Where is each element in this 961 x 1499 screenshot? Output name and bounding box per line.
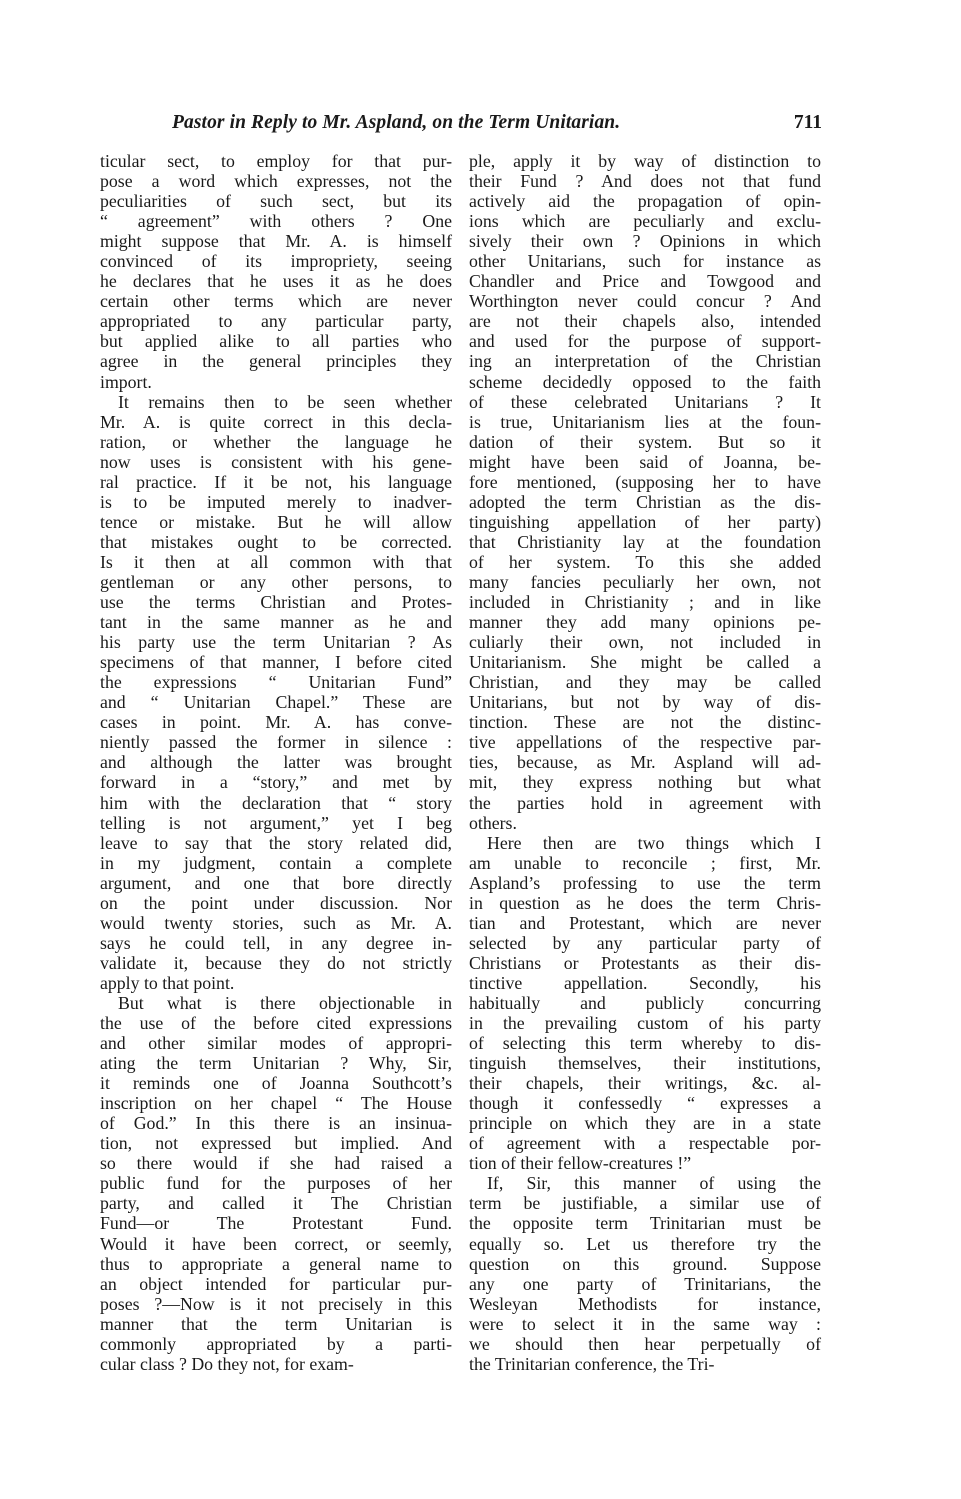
text-line: Is it then at all common with that — [100, 551, 452, 572]
paragraph — [100, 392, 452, 993]
text-line: cases in point. Mr. A. has conve- — [100, 712, 452, 733]
text-line: certain other terms which are never — [100, 291, 452, 312]
text-line: Here then are two things which I — [487, 832, 821, 853]
text-line: equally so. Let us therefore try the — [469, 1233, 821, 1254]
text-line: manner that the term Unitarian is — [100, 1313, 452, 1334]
text-line: selected by any particular party of — [469, 932, 821, 953]
text-line: appropriated to any particular party, — [100, 311, 452, 332]
text-line: Aspland’s professing to use the term — [469, 872, 821, 893]
text-line: peculiarities of such sect, but its — [100, 191, 452, 212]
text-line: ions which are peculiarly and exclu- — [469, 211, 821, 232]
text-line: mit, they express nothing but what — [469, 772, 821, 793]
text-line: “ agreement” with others ? One — [100, 211, 452, 232]
text-line: tion of their fellow-creatures !” — [469, 1153, 692, 1174]
text-line: ple, apply it by way of distinction to — [469, 151, 821, 171]
text-line: poses ?—Now is it not precisely in this — [100, 1293, 452, 1314]
text-line: scheme decidedly opposed to the faith — [469, 371, 821, 392]
text-line: use the terms Christian and Protes- — [100, 592, 452, 613]
text-line: Fund—or The Protestant Fund. — [100, 1213, 452, 1234]
text-line: party, and called it The Christian — [100, 1193, 452, 1214]
text-line: is to be imputed merely to inadver- — [100, 491, 452, 512]
text-line: the opposite term Trinitarian must be — [469, 1213, 821, 1234]
text-line: leave to say that the story related did, — [100, 832, 452, 853]
text-line: of her system. To this she added — [469, 551, 821, 572]
text-line: forward in a “story,” and met by — [100, 772, 452, 793]
text-line: on the point under discussion. Nor — [100, 892, 452, 913]
text-line: apply to that point. — [100, 972, 235, 993]
text-line: culiarly their own, not included in — [469, 632, 821, 653]
text-line: tive appellations of the respective par- — [469, 732, 821, 753]
text-line: telling is not argument,” yet I beg — [100, 812, 452, 833]
text-line: the use of the before cited expressions — [100, 1013, 452, 1034]
text-line: thus to appropriate a general name to — [100, 1253, 452, 1274]
text-line: many fancies peculiarly her own, not — [469, 571, 821, 592]
text-line: Chandler and Price and Towgood and — [469, 271, 821, 292]
text-line: convinced of its impropriety, seeing — [100, 251, 452, 272]
text-line: commonly appropriated by a parti- — [100, 1333, 452, 1354]
text-line: in question as he does the term Chris- — [469, 892, 821, 913]
text-line: says he could tell, in any degree in- — [100, 932, 452, 953]
text-line: is true, Unitarianism lies at the foun- — [469, 411, 821, 432]
text-line: but applied alike to all parties who — [100, 331, 452, 352]
text-line: tence or mistake. But he will allow — [100, 511, 452, 532]
text-line: specimens of that manner, I before cited — [100, 652, 452, 673]
text-line: and “ Unitarian Chapel.” These are — [100, 692, 452, 713]
text-line: ties, because, as Mr. Aspland will ad- — [469, 752, 821, 773]
text-line: question on this ground. Suppose — [469, 1253, 821, 1274]
left-column — [100, 151, 452, 1374]
text-line: in the prevailing custom of his party — [469, 1013, 821, 1034]
paragraph — [100, 993, 452, 1374]
text-line: the Trinitarian conference, the Tri- — [469, 1353, 715, 1374]
text-line: he declares that he uses it as he does — [100, 271, 452, 292]
paragraph — [100, 151, 452, 392]
text-line: and although the latter was brought — [100, 752, 452, 773]
text-line: If, Sir, this manner of using the — [487, 1173, 821, 1194]
text-line: validate it, because they do not strictly — [100, 952, 452, 973]
text-line: fore mentioned, (supposing her to have — [469, 471, 821, 492]
page-number: 711 — [793, 112, 822, 133]
text-line: gentleman or any other persons, to — [100, 571, 452, 592]
text-line: actively aid the propagation of opin- — [469, 191, 821, 212]
text-line: his party use the term Unitarian ? As — [100, 632, 452, 653]
text-line: and other similar modes of appropri- — [100, 1033, 452, 1054]
text-line: we should then hear perpetually of — [469, 1333, 821, 1354]
text-line: that mistakes ought to be corrected. — [100, 531, 452, 552]
text-line: public fund for the purposes of her — [100, 1173, 452, 1194]
running-head — [100, 112, 822, 142]
text-line: manner they add many opinions pe- — [469, 612, 821, 633]
text-line: tian and Protestant, which are never — [469, 912, 821, 933]
text-line: now uses is consistent with his gene- — [100, 451, 452, 472]
text-line: of selecting this term whereby to dis- — [469, 1033, 821, 1054]
text-line: Unitarians, but not by way of dis- — [469, 692, 821, 713]
text-line: their chapels, their writings, &c. al- — [469, 1073, 821, 1094]
paragraph — [469, 833, 821, 1174]
text-line: dation of their system. But so it — [469, 431, 821, 452]
text-line: It remains then to be seen whether — [118, 391, 452, 412]
text-line: any one party of Trinitarians, the — [469, 1273, 821, 1294]
text-line: it reminds one of Joanna Southcott’s — [100, 1073, 452, 1094]
text-line: tinguish themselves, their institutions, — [469, 1053, 821, 1074]
text-line: Christian, and they may be called — [469, 672, 821, 693]
text-line: am unable to reconcile ; first, Mr. — [469, 852, 821, 873]
text-line: would twenty stories, such as Mr. A. — [100, 912, 452, 933]
text-line: tinctive appellation. Secondly, his — [469, 972, 821, 993]
text-line: ration, or whether the language he — [100, 431, 452, 452]
text-line: were to select it in the same way : — [469, 1313, 821, 1334]
text-line: argument, and one that bore directly — [100, 872, 452, 893]
text-line: niently passed the former in silence : — [100, 732, 452, 753]
text-line: though it confessedly “ expresses a — [469, 1093, 821, 1114]
text-line: an object intended for particular pur- — [100, 1273, 452, 1294]
text-line: Wesleyan Methodists for instance, — [469, 1293, 821, 1314]
running-head-title: Pastor in Reply to Mr. Aspland, on the Term Unitarian. — [172, 112, 621, 133]
text-line: habitually and publicly concurring — [469, 992, 821, 1013]
right-column — [469, 151, 821, 1374]
text-line: so there would if she had raised a — [100, 1153, 452, 1174]
paragraph — [469, 1173, 821, 1373]
text-line: tinction. These are not the distinc- — [469, 712, 821, 733]
paragraph — [469, 151, 821, 833]
text-line: sively their own ? Opinions in which — [469, 231, 821, 252]
text-line: ating the term Unitarian ? Why, Sir, — [100, 1053, 452, 1074]
text-line: cular class ? Do they not, for exam- — [100, 1353, 354, 1374]
text-line: might suppose that Mr. A. is himself — [100, 231, 452, 252]
text-line: agree in the general principles they — [100, 351, 452, 372]
text-line: Christians or Protestants as their dis- — [469, 952, 821, 973]
text-line: principle on which they are in a state — [469, 1113, 821, 1134]
text-line: and used for the purpose of support- — [469, 331, 821, 352]
text-line: ticular sect, to employ for that pur- — [100, 151, 452, 171]
text-line: of agreement with a respectable por- — [469, 1133, 821, 1154]
text-line: that Christianity lay at the foundation — [469, 531, 821, 552]
text-line: of these celebrated Unitarians ? It — [469, 391, 821, 412]
text-line: others. — [469, 812, 517, 833]
text-line: tion, not expressed but implied. And — [100, 1133, 452, 1154]
text-line: the expressions “ Unitarian Fund” — [100, 672, 452, 693]
text-line: But what is there objectionable in — [118, 992, 452, 1013]
text-line: tinguishing appellation of her party) — [469, 511, 821, 532]
text-line: the parties hold in agreement with — [469, 792, 821, 813]
text-line: other Unitarians, such for instance as — [469, 251, 821, 272]
text-line: import. — [100, 371, 152, 392]
text-line: Mr. A. is quite correct in this decla- — [100, 411, 452, 432]
text-line: adopted the term Christian as the dis- — [469, 491, 821, 512]
text-line: inscription on her chapel “ The House — [100, 1093, 452, 1114]
text-line: their Fund ? And does not that fund — [469, 171, 821, 192]
text-line: ing an interpretation of the Christian — [469, 351, 821, 372]
text-line: him with the declaration that “ story — [100, 792, 452, 813]
text-line: pose a word which expresses, not the — [100, 171, 452, 192]
text-line: ral practice. If it be not, his language — [100, 471, 452, 492]
text-line: Unitarianism. She might be called a — [469, 652, 821, 673]
text-line: term be justifiable, a similar use of — [469, 1193, 821, 1214]
text-line: Would it have been correct, or seemly, — [100, 1233, 452, 1254]
text-line: tant in the same manner as he and — [100, 612, 452, 633]
text-line: in my judgment, contain a complete — [100, 852, 452, 873]
text-line: of God.” In this there is an insinua- — [100, 1113, 452, 1134]
text-line: included in Christianity ; and in like — [469, 592, 821, 613]
text-line: might have been said of Joanna, be- — [469, 451, 821, 472]
text-line: Worthington never could concur ? And — [469, 291, 821, 312]
text-line: are not their chapels also, intended — [469, 311, 821, 332]
